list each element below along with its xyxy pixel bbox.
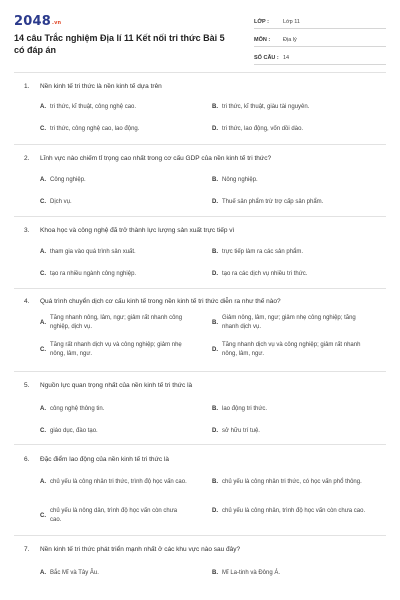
- document-header: [0, 0, 400, 72]
- option-a[interactable]: A. Công nghiệp.: [40, 177, 86, 183]
- meta-panel: [254, 15, 386, 69]
- question-text: Quá trình chuyển dịch cơ cấu kinh tế trong nền kinh tế tri thức diễn ra như thế nào?: [40, 298, 281, 305]
- option-b[interactable]: B. trực tiếp làm ra các sản phẩm.: [212, 249, 304, 255]
- meta-row-class: [254, 15, 386, 29]
- question-item: [0, 145, 400, 216]
- question-list: [0, 72, 400, 588]
- option-d[interactable]: D. Tăng nhanh dịch vụ và công nghiệp; giảm rất nhanh nông, lâm, ngư.: [212, 342, 361, 357]
- option-b[interactable]: B. Nông nghiệp.: [212, 177, 258, 183]
- question-item: [0, 289, 400, 371]
- question-stem: [24, 382, 192, 389]
- document-title: 14 câu Trắc nghiệm Địa lí 11 Kết nối tri thức Bài 5 có đáp án: [14, 33, 225, 55]
- option-a[interactable]: A. Tăng nhanh nông, lâm, ngư; giảm rất nhanh công nghiệp, dịch vụ.: [40, 315, 183, 330]
- meta-label: SỐ CÂU :: [254, 54, 279, 61]
- option-c[interactable]: C. tri thức, công nghệ cao, lao động.: [40, 126, 140, 132]
- option-d[interactable]: D. tạo ra các dịch vụ nhiều tri thức.: [212, 271, 308, 277]
- option-a[interactable]: A. tri thức, kĩ thuật, công nghệ cao.: [40, 104, 137, 110]
- question-number: 3.: [24, 227, 30, 234]
- option-b[interactable]: B. tri thức, kĩ thuật, giàu tài nguyên.: [212, 104, 310, 110]
- meta-label: LỚP :: [254, 18, 269, 25]
- question-text: Nền kinh tế tri thức phát triển mạnh nhất ở các khu vực nào sau đây?: [40, 546, 241, 553]
- site-logo[interactable]: [14, 14, 61, 29]
- option-c[interactable]: C. giáo dục, đào tạo.: [40, 428, 98, 434]
- question-text: Đặc điểm lao động của nền kinh tế tri thức là: [40, 456, 170, 463]
- meta-value: Lớp 11: [283, 18, 300, 25]
- question-stem: [24, 83, 162, 90]
- question-number: 5.: [24, 382, 30, 389]
- option-b[interactable]: B. Giảm nông, lâm, ngư; giảm nhẹ công nghiệp; tăng nhanh dịch vụ.: [212, 315, 356, 330]
- option-b[interactable]: B. Mĩ La-tinh và Đông Á.: [212, 570, 281, 576]
- option-c[interactable]: C. Tăng rất nhanh dịch vụ và công nghiệp; giảm nhẹ nông, lâm, ngư.: [40, 342, 182, 357]
- option-a[interactable]: A. tham gia vào quá trình sản xuất.: [40, 249, 136, 255]
- option-d[interactable]: D. sở hữu trí tuệ.: [212, 428, 260, 434]
- question-stem: [24, 298, 281, 305]
- option-c[interactable]: C. Dịch vụ.: [40, 199, 72, 205]
- option-a[interactable]: A. Bắc Mĩ và Tây Âu.: [40, 570, 99, 576]
- option-d[interactable]: D. tri thức, lao động, vốn dồi dào.: [212, 126, 304, 132]
- question-number: 1.: [24, 83, 30, 90]
- meta-row-count: [254, 51, 386, 65]
- question-item: [0, 445, 400, 535]
- question-stem: [24, 155, 271, 162]
- meta-label: MÔN :: [254, 36, 271, 43]
- logo-tld: .vn: [51, 20, 62, 26]
- question-text: Lĩnh vực nào chiếm tỉ trọng cao nhất trong cơ cấu GDP của nền kinh tế tri thức?: [40, 155, 272, 162]
- question-stem: [24, 227, 234, 234]
- option-b[interactable]: B. chủ yếu là công nhân tri thức, có học vấn phổ thông.: [212, 479, 362, 485]
- option-d[interactable]: D. chủ yếu là công nhân, trình độ học vấn còn chưa cao.: [212, 508, 366, 514]
- question-text: Nguồn lực quan trọng nhất của nền kinh tế tri thức là: [40, 382, 193, 389]
- option-a[interactable]: A. chủ yếu là công nhân tri thức, trình độ học vấn cao.: [40, 479, 187, 485]
- option-c[interactable]: C. tạo ra nhiều ngành công nghiệp.: [40, 271, 137, 277]
- meta-row-subject: [254, 33, 386, 47]
- question-item: [0, 536, 400, 588]
- question-text: Khoa học và công nghệ đã trở thành lực lượng sản xuất trực tiếp vì: [40, 227, 235, 234]
- question-item: [0, 372, 400, 444]
- question-text: Nền kinh tế tri thức là nền kinh tế dựa trên: [40, 83, 162, 90]
- meta-value: 14: [283, 54, 290, 61]
- question-number: 2.: [24, 155, 30, 162]
- question-number: 7.: [24, 546, 30, 553]
- question-stem: [24, 546, 240, 553]
- logo-main: 2048: [14, 14, 51, 29]
- option-b[interactable]: B. lao động tri thức.: [212, 406, 268, 412]
- question-number: 4.: [24, 298, 30, 305]
- question-item: [0, 217, 400, 288]
- meta-value: Địa lý: [283, 36, 297, 43]
- question-item: [0, 73, 400, 144]
- question-number: 6.: [24, 456, 30, 463]
- option-a[interactable]: A. công nghệ thông tin.: [40, 406, 105, 412]
- option-d[interactable]: D. Thuế sản phẩm trừ trợ cấp sản phẩm.: [212, 199, 324, 205]
- option-c[interactable]: C. chủ yếu là nông dân, trình độ học vấn còn chưa cao.: [40, 508, 178, 523]
- question-stem: [24, 456, 169, 463]
